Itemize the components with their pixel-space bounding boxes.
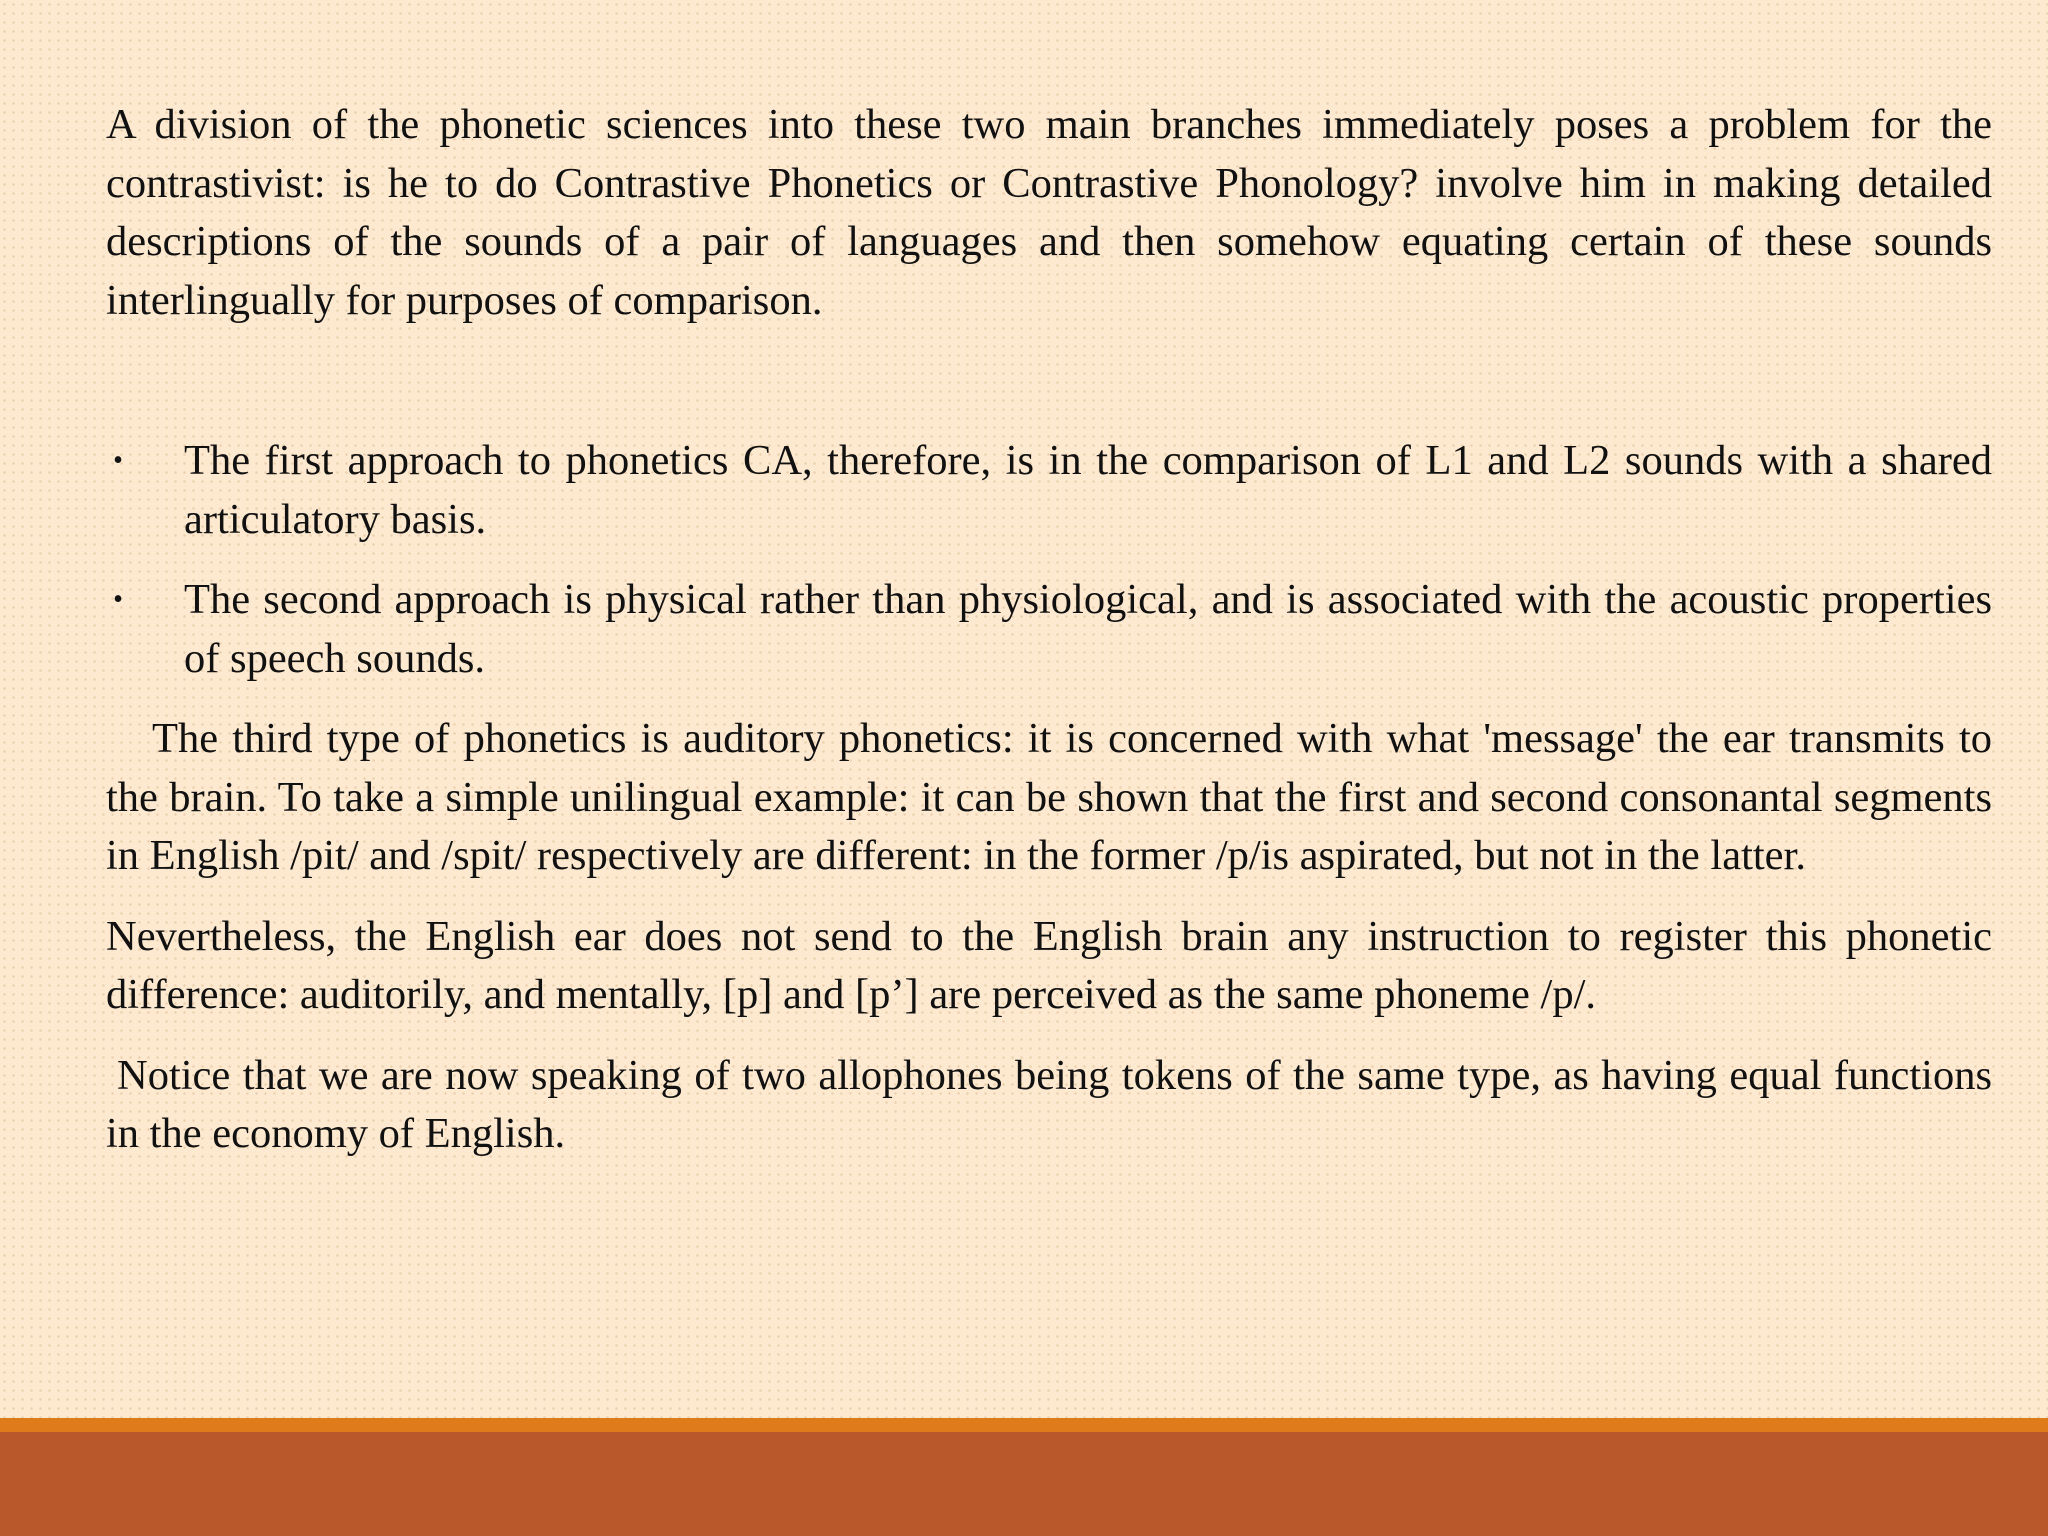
bullet-text: The first approach to phonetics CA, therefore, is in the comparison of L1 and L2 sounds with a shared articulatory basis. — [184, 437, 1992, 543]
footer-bar — [0, 1432, 2048, 1536]
bullet-list — [106, 432, 1992, 688]
bullet-text: The second approach is physical rather than physiological, and is associated with the acoustic properties of speech sounds. — [184, 576, 1992, 682]
bullet-item — [106, 571, 1992, 688]
notice-paragraph: Notice that we are now speaking of two allophones being tokens of the same type, as having equal functions in the economy of English. — [106, 1051, 1992, 1157]
nevertheless-paragraph: Nevertheless, the English ear does not send to the English brain any instruction to register this phonetic difference: auditorily, and mentally, [p] and [p’] are perceived as the same phoneme /p/. — [106, 912, 1992, 1018]
footer-accent-line — [0, 1418, 2048, 1432]
bullet-marker: • — [113, 584, 123, 615]
slide-body — [106, 96, 1992, 1164]
intro-paragraph: A division of the phonetic sciences into these two main branches immediately poses a problem for the contrastivist: is he to do Contrastive Phonetics or Contrastive Phonology? involve him in making detailed descriptions of the sounds of a pair of languages and then somehow equating certain of these sounds interlingually for purposes of comparison. — [106, 101, 1992, 324]
auditory-phonetics-paragraph: The third type of phonetics is auditory phonetics: it is concerned with what 'message' the ear transmits to the brain. To take a simple unilingual example: it can be shown that the first and second consonantal segments in English /pit/ and /spit/ respectively are different: in the former /p/is aspirated, but not in the latter. — [106, 715, 1992, 879]
bullet-item — [106, 432, 1992, 549]
bullet-marker: • — [113, 445, 123, 476]
